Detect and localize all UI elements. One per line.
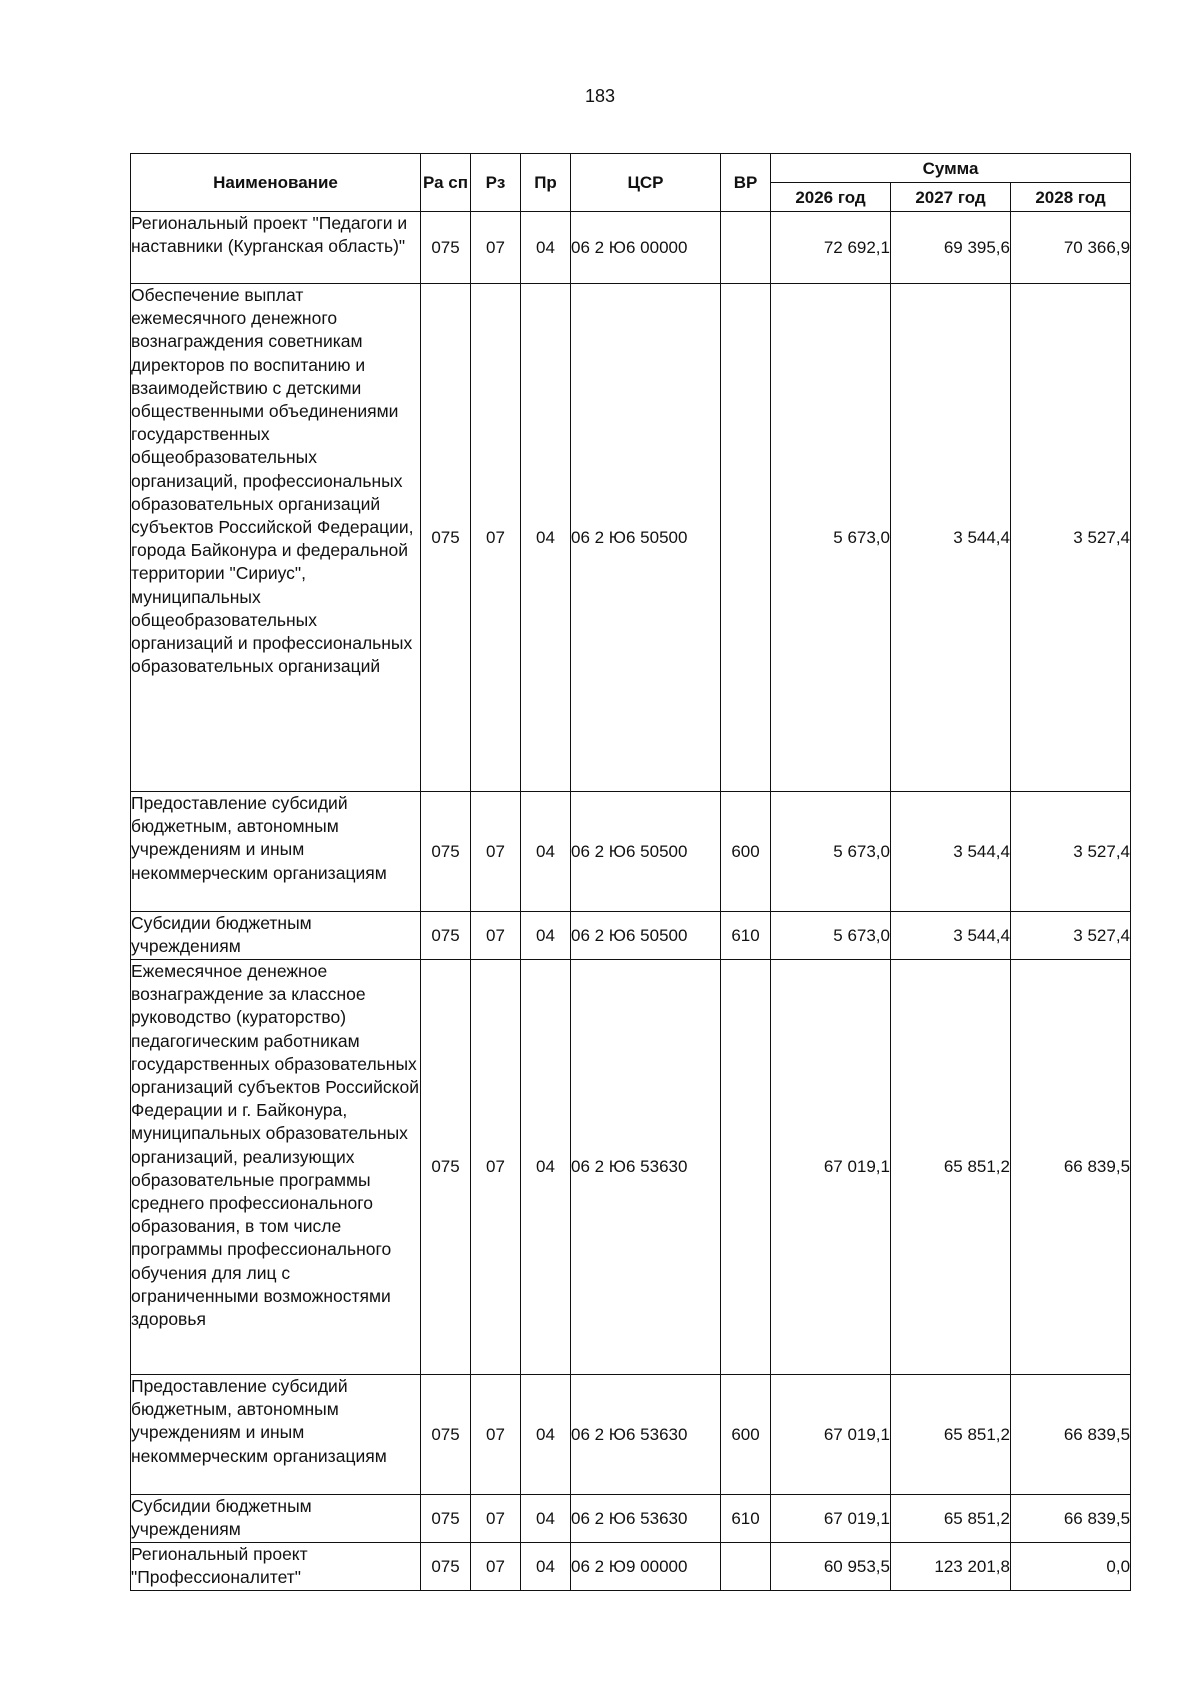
row-name: Предоставление субсидий бюджетным, автономным учреждениям и иным некоммерческим организациям [131, 1375, 421, 1495]
row-vr [721, 1543, 771, 1591]
header-2026: 2026 год [771, 183, 891, 212]
row-pr: 04 [521, 284, 571, 792]
table-row [131, 912, 1131, 960]
row-2027: 3 544,4 [891, 912, 1011, 960]
row-2026: 67 019,1 [771, 960, 891, 1375]
row-vr: 610 [721, 1495, 771, 1543]
table-row [131, 792, 1131, 912]
row-2027: 3 544,4 [891, 792, 1011, 912]
row-rasp: 075 [421, 960, 471, 1375]
row-name: Предоставление субсидий бюджетным, автономным учреждениям и иным некоммерческим организациям [131, 792, 421, 912]
row-vr [721, 960, 771, 1375]
row-2028: 0,0 [1011, 1543, 1131, 1591]
row-vr: 600 [721, 792, 771, 912]
row-rasp: 075 [421, 1543, 471, 1591]
row-pr: 04 [521, 1543, 571, 1591]
row-vr: 600 [721, 1375, 771, 1495]
row-2026: 5 673,0 [771, 912, 891, 960]
row-2026: 60 953,5 [771, 1543, 891, 1591]
row-rz: 07 [471, 960, 521, 1375]
row-csr: 06 2 Ю6 53630 [571, 1375, 721, 1495]
row-name: Субсидии бюджетным учреждениям [131, 1495, 421, 1543]
row-csr: 06 2 Ю6 53630 [571, 1495, 721, 1543]
row-2027: 69 395,6 [891, 212, 1011, 284]
row-csr: 06 2 Ю6 00000 [571, 212, 721, 284]
row-rz: 07 [471, 792, 521, 912]
table-row [131, 284, 1131, 792]
row-vr [721, 284, 771, 792]
table-row [131, 960, 1131, 1375]
row-rasp: 075 [421, 212, 471, 284]
row-pr: 04 [521, 1375, 571, 1495]
row-csr: 06 2 Ю6 50500 [571, 912, 721, 960]
row-rz: 07 [471, 912, 521, 960]
row-rz: 07 [471, 1495, 521, 1543]
row-name: Субсидии бюджетным учреждениям [131, 912, 421, 960]
row-rz: 07 [471, 212, 521, 284]
header-2028: 2028 год [1011, 183, 1131, 212]
header-csr: ЦСР [571, 154, 721, 212]
table-row [131, 1543, 1131, 1591]
row-csr: 06 2 Ю6 50500 [571, 792, 721, 912]
row-2026: 5 673,0 [771, 284, 891, 792]
row-rasp: 075 [421, 792, 471, 912]
row-name: Ежемесячное денежное вознаграждение за классное руководство (кураторство) педагогическим работникам государственных образовательных организаций субъектов Российской Федерации и г. Байконура, муниципальных образовательных организаций, реализующих образовательные программы среднего профессионального образования, в том числе программы профессионального обучения для лиц с ограниченными возможностями здоровья [131, 960, 421, 1375]
header-name: Наименование [131, 154, 421, 212]
row-pr: 04 [521, 792, 571, 912]
row-rz: 07 [471, 1375, 521, 1495]
row-vr [721, 212, 771, 284]
header-2027: 2027 год [891, 183, 1011, 212]
row-rz: 07 [471, 1543, 521, 1591]
row-vr: 610 [721, 912, 771, 960]
row-csr: 06 2 Ю9 00000 [571, 1543, 721, 1591]
table-row [131, 1495, 1131, 1543]
row-pr: 04 [521, 912, 571, 960]
row-pr: 04 [521, 960, 571, 1375]
row-2026: 5 673,0 [771, 792, 891, 912]
row-2027: 3 544,4 [891, 284, 1011, 792]
row-2028: 3 527,4 [1011, 912, 1131, 960]
table-row [131, 212, 1131, 284]
row-csr: 06 2 Ю6 50500 [571, 284, 721, 792]
row-rasp: 075 [421, 284, 471, 792]
row-name: Обеспечение выплат ежемесячного денежного вознаграждения советникам директоров по воспитанию и взаимодействию с детскими общественными объединениями государственных общеобразовательных организаций, профессиональных образовательных организаций субъектов Российской Федерации, города Байконура и федеральной территории "Сириус", муниципальных общеобразовательных организаций и профессиональных образовательных организаций [131, 284, 421, 792]
row-2026: 67 019,1 [771, 1375, 891, 1495]
row-2027: 65 851,2 [891, 960, 1011, 1375]
budget-table [130, 153, 1131, 1591]
header-rz: Рз [471, 154, 521, 212]
header-pr: Пр [521, 154, 571, 212]
row-2028: 66 839,5 [1011, 1375, 1131, 1495]
row-2027: 65 851,2 [891, 1375, 1011, 1495]
row-2028: 66 839,5 [1011, 1495, 1131, 1543]
row-2026: 72 692,1 [771, 212, 891, 284]
row-2027: 65 851,2 [891, 1495, 1011, 1543]
header-rasp: Ра сп [421, 154, 471, 212]
row-2028: 66 839,5 [1011, 960, 1131, 1375]
page-number: 183 [584, 86, 616, 106]
table-row [131, 1375, 1131, 1495]
row-pr: 04 [521, 1495, 571, 1543]
header-vr: ВР [721, 154, 771, 212]
row-pr: 04 [521, 212, 571, 284]
table-body [131, 212, 1131, 1591]
row-rasp: 075 [421, 1375, 471, 1495]
row-2028: 3 527,4 [1011, 792, 1131, 912]
row-2028: 3 527,4 [1011, 284, 1131, 792]
row-csr: 06 2 Ю6 53630 [571, 960, 721, 1375]
row-rz: 07 [471, 284, 521, 792]
row-2028: 70 366,9 [1011, 212, 1131, 284]
row-2027: 123 201,8 [891, 1543, 1011, 1591]
row-name: Региональный проект "Педагоги и наставники (Курганская область)" [131, 212, 421, 284]
row-name: Региональный проект "Профессионалитет" [131, 1543, 421, 1591]
row-2026: 67 019,1 [771, 1495, 891, 1543]
header-sum: Сумма [771, 154, 1131, 183]
row-rasp: 075 [421, 1495, 471, 1543]
row-rasp: 075 [421, 912, 471, 960]
